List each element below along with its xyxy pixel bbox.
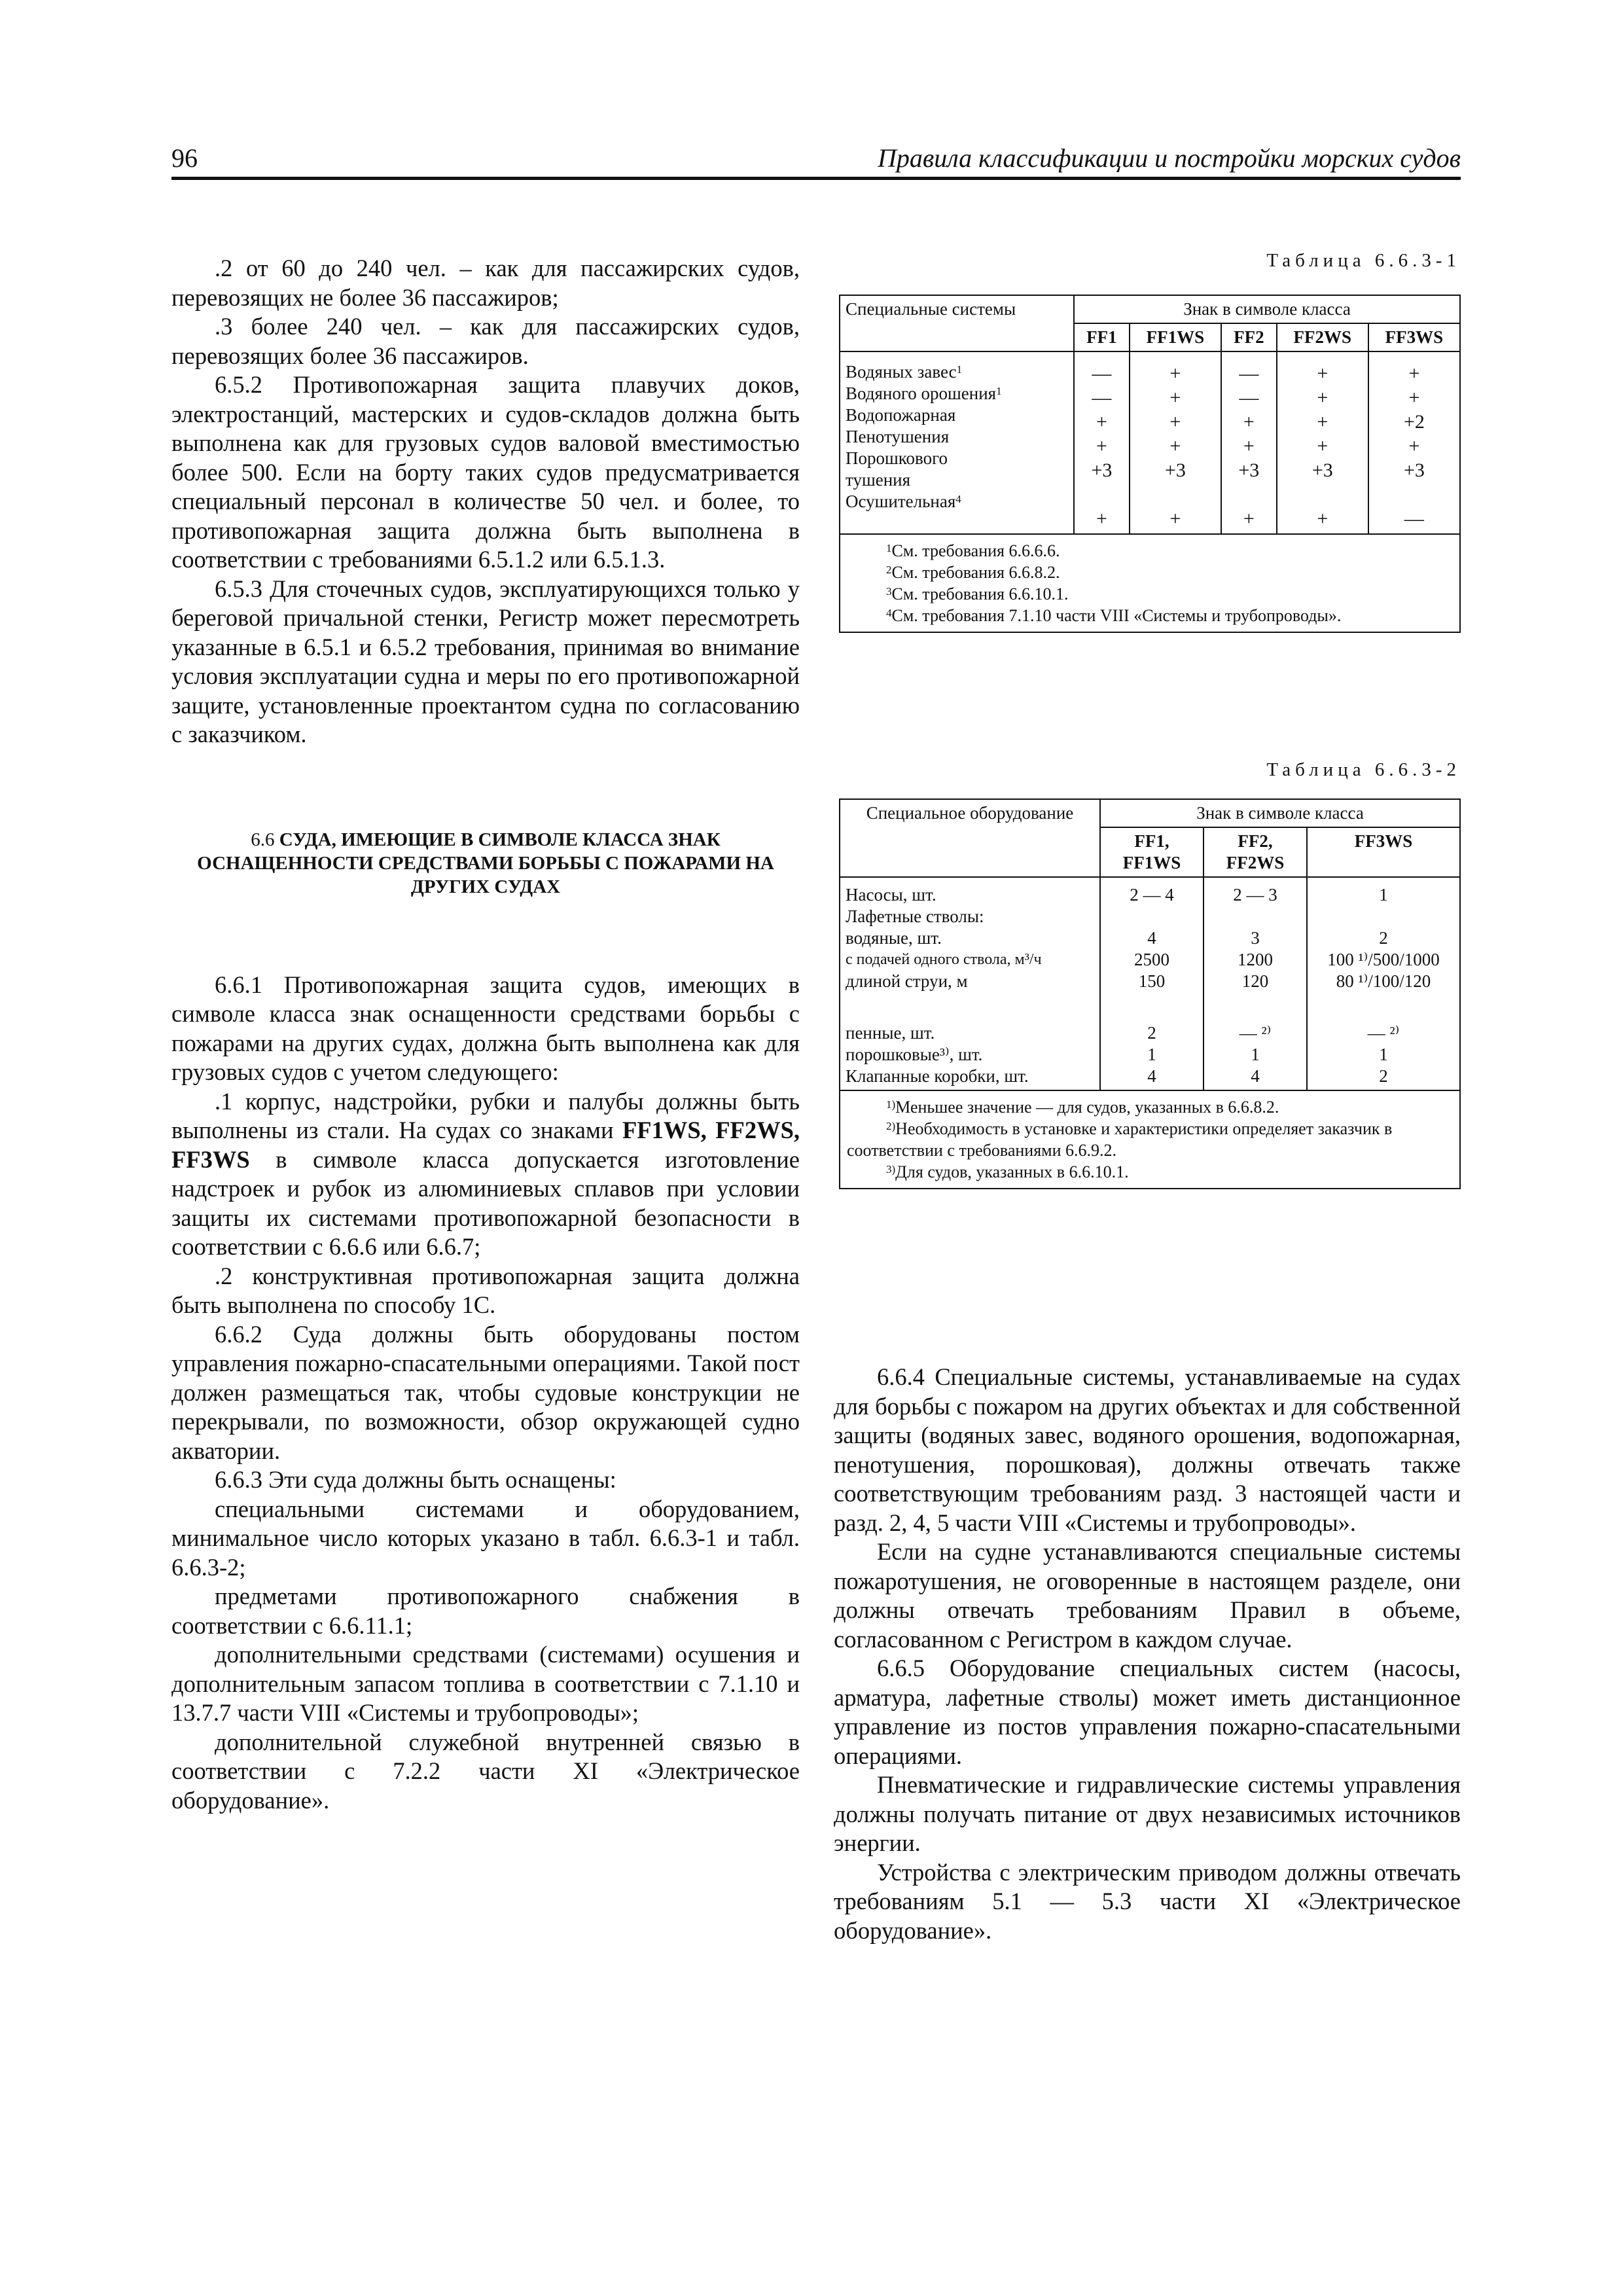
table1-col-values: — — + + +3 + <box>1221 351 1277 534</box>
section-heading <box>171 828 800 899</box>
table2-note: $^{1)}$Меньшее значение — для судов, указанных в 6.6.8.2. <box>886 1098 1279 1117</box>
table2-col-values: 2 — 4 4 2500 150 2 1 4 <box>1100 877 1204 1090</box>
table1-note: $^2$См. требования 6.6.8.2. <box>886 563 1060 582</box>
table2-row-names: Насосы, шт. Лафетные стволы: водяные, шт. с подачей одного ствола, м³/ч длиной струи, м пенные, шт. порошковые³⁾, шт. Клапанные коробки, шт. <box>840 877 1100 1090</box>
paragraph-6-5-3: 6.5.3 Для сточечных судов, эксплуатирующихся только у береговой причальной стенки, Регистр может пересмотреть указанные в 6.5.1 и 6.5.2 требования, принимая во внимание условия эксплуатации судна и меры по его противопожарной защите, установленные проектантом судна по согласованию с заказчиком. <box>171 575 800 747</box>
paragraph-6-6-5-c: Устройства с электрическим приводом должны отвечать требованиям 5.1 — 5.3 части XI «Электрическое оборудование». <box>834 1858 1461 1944</box>
text-part: в символе класса допускается изготовление надстроек и рубок из алюминиевых сплавов при условии защиты их системами противопожарной безопасности в соответствии с 6.6.6 или 6.6.7; <box>171 1145 800 1260</box>
table1-note: $^3$См. требования 6.6.10.1. <box>886 584 1069 603</box>
paragraph-6-6-1-2: .2 конструктивная противопожарная защита должна быть выполнена по способу 1С. <box>171 1262 800 1318</box>
table1-row-name: Водопожарная <box>846 405 956 425</box>
table1-row-name: Осушительная$^4$ <box>846 492 961 511</box>
page-number: 96 <box>171 143 198 173</box>
item-2: .2 от 60 до 240 чел. – как для пассажирских судов, перевозящих не более 36 пассажиров; <box>171 255 800 311</box>
table2-col: FF1, FF1WS <box>1100 827 1204 877</box>
table2-head-right: Знак в символе класса <box>1100 799 1460 827</box>
table1-row-name: Водяных завес$^1$ <box>846 362 963 382</box>
class-marks: FF1WS, FF2WS, FF3WS <box>171 1117 800 1173</box>
section-number: 6.6 <box>251 829 275 850</box>
table1-caption: Таблица 6.6.3-1 <box>1266 250 1461 271</box>
paragraph-6-6-3-b: предметами противопожарного снабжения в соответствии с 6.6.11.1; <box>171 1583 800 1639</box>
table2-col-values: 2 — 3 3 1200 120 — ²⁾ 1 4 <box>1204 877 1307 1090</box>
table1-note: $^1$См. требования 6.6.6.6. <box>886 541 1060 560</box>
text-part: .1 корпус, надстройки, рубки и палубы должны быть выполнены из стали. На судах со знаками <box>171 1087 800 1143</box>
paragraph-6-6-1-1 <box>171 1087 800 1262</box>
left-column <box>171 254 800 1815</box>
table1-col-values: + + +2 + +3 — <box>1368 351 1460 534</box>
paragraph-6-6-1: 6.6.1 Противопожарная защита судов, имеющих в символе класса знак оснащенности средствами борьбы с пожарами на других судах, должна быть выполнена как для грузовых судов с учетом следующего: <box>171 971 800 1085</box>
table2-col: FF3WS <box>1307 827 1460 877</box>
table2-caption: Таблица 6.6.3-2 <box>1266 759 1461 780</box>
right-column <box>834 1363 1461 1945</box>
table1-col: FF1 <box>1074 323 1130 351</box>
paragraph-6-6-4-b: Если на судне устанавливаются специальные системы пожаротушения, не оговоренные в настоящем разделе, они должны отвечать требованиям Правил в объеме, согласованном с Регистром в каждом случае. <box>834 1538 1461 1653</box>
running-title: Правила классификации и постройки морских судов <box>877 143 1461 173</box>
table-6-6-3-1 <box>839 295 1461 633</box>
table1-row-name: Водяного орошения$^1$ <box>846 384 1002 403</box>
table2-col: FF2, FF2WS <box>1204 827 1307 877</box>
table1-head-left: Специальные системы <box>840 295 1074 351</box>
table2-note: $^{2)}$Необходимость в установке и характеристики определяет заказчик в соответствии с требованиями 6.6.9.2. <box>847 1119 1393 1160</box>
table1-note: $^4$См. требования 7.1.10 части VIII «Системы и трубопроводы». <box>886 606 1342 625</box>
item-3: .3 более 240 чел. – как для пассажирских судов, перевозящих более 36 пассажиров. <box>171 313 800 369</box>
table1-notes <box>840 534 1460 632</box>
table1-col: FF2WS <box>1277 323 1368 351</box>
paragraph-6-6-5-b: Пневматические и гидравлические системы управления должны получать питание от двух независимых источников энергии. <box>834 1771 1461 1856</box>
paragraph-6-6-3-d: дополнительной служебной внутренней связью в соответствии с 7.2.2 части XI «Электрическое оборудование». <box>171 1728 800 1814</box>
table-6-6-3-2 <box>839 798 1461 1189</box>
paragraph-6-6-2: 6.6.2 Суда должны быть оборудованы постом управления пожарно-спасательными операциями. Такой пост должен размещаться так, чтобы судовые конструкции не перекрывали, по возможности, обзор окружающей судно акватории. <box>171 1320 800 1464</box>
header-rule <box>171 177 1461 180</box>
table2-head-left: Специальное оборудование <box>840 799 1100 877</box>
table1-row-name: Порошкового тушения <box>846 448 948 490</box>
section-title: СУДА, ИМЕЮЩИЕ В СИМВОЛЕ КЛАССА ЗНАК ОСНАЩЕННОСТИ СРЕДСТВАМИ БОРЬБЫ С ПОЖАРАМИ НА ДРУГИХ СУДАХ <box>197 829 774 897</box>
table2-note: $^{3)}$Для судов, указанных в 6.6.10.1. <box>886 1162 1129 1181</box>
table1-col-values: + + + + +3 + <box>1277 351 1368 534</box>
table1-col: FF2 <box>1221 323 1277 351</box>
table1-row-names <box>840 351 1074 534</box>
paragraph-6-6-3: 6.6.3 Эти суда должны быть оснащены: <box>215 1466 616 1493</box>
table2-col-values: 1 2 100 ¹⁾/500/1000 80 ¹⁾/100/120 — ²⁾ 1 2 <box>1307 877 1460 1090</box>
paragraph-6-6-5: 6.6.5 Оборудование специальных систем (насосы, арматура, лафетные стволы) может иметь дистанционное управление из постов управления пожарно-спасательными операциями. <box>834 1655 1461 1769</box>
table1-col-values: — — + + +3 + <box>1074 351 1130 534</box>
table1-col-values: + + + + +3 + <box>1130 351 1221 534</box>
paragraph-6-5-2: 6.5.2 Противопожарная защита плавучих доков, электростанций, мастерских и судов-складов должна быть выполнена как для грузовых судов валовой вместимостью более 500. Если на борту таких судов предусматривается специальный персонал в количестве 50 чел. и более, то противопожарная защита должна быть выполнена в соответствии с требованиями 6.5.1.2 или 6.5.1.3. <box>171 371 800 573</box>
table1-head-right: Знак в символе класса <box>1074 295 1460 323</box>
table1-col: FF3WS <box>1368 323 1460 351</box>
paragraph-6-6-4: 6.6.4 Специальные системы, устанавливаемые на судах для борьбы с пожаром на других объектах и для собственной защиты (водяных завес, водяного орошения, водопожарная, пенотушения, порошковая), должны отвечать также соответствующим требованиям разд. 3 настоящей части и разд. 2, 4, 5 части VIII «Системы и трубопроводы». <box>834 1363 1461 1536</box>
table1-body <box>840 351 1460 534</box>
table2-notes <box>840 1090 1460 1189</box>
table1-row-name: Пенотушения <box>846 427 950 446</box>
paragraph-6-6-3-a: специальными системами и оборудованием, минимальное число которых указано в табл. 6.6.3-1 и табл. 6.6.3-2; <box>171 1495 800 1581</box>
paragraph-6-6-3-c: дополнительными средствами (системами) осушения и дополнительным запасом топлива в соответствии с 7.1.10 и 13.7.7 части VIII «Системы и трубопроводы»; <box>171 1641 800 1726</box>
table1-col: FF1WS <box>1130 323 1221 351</box>
